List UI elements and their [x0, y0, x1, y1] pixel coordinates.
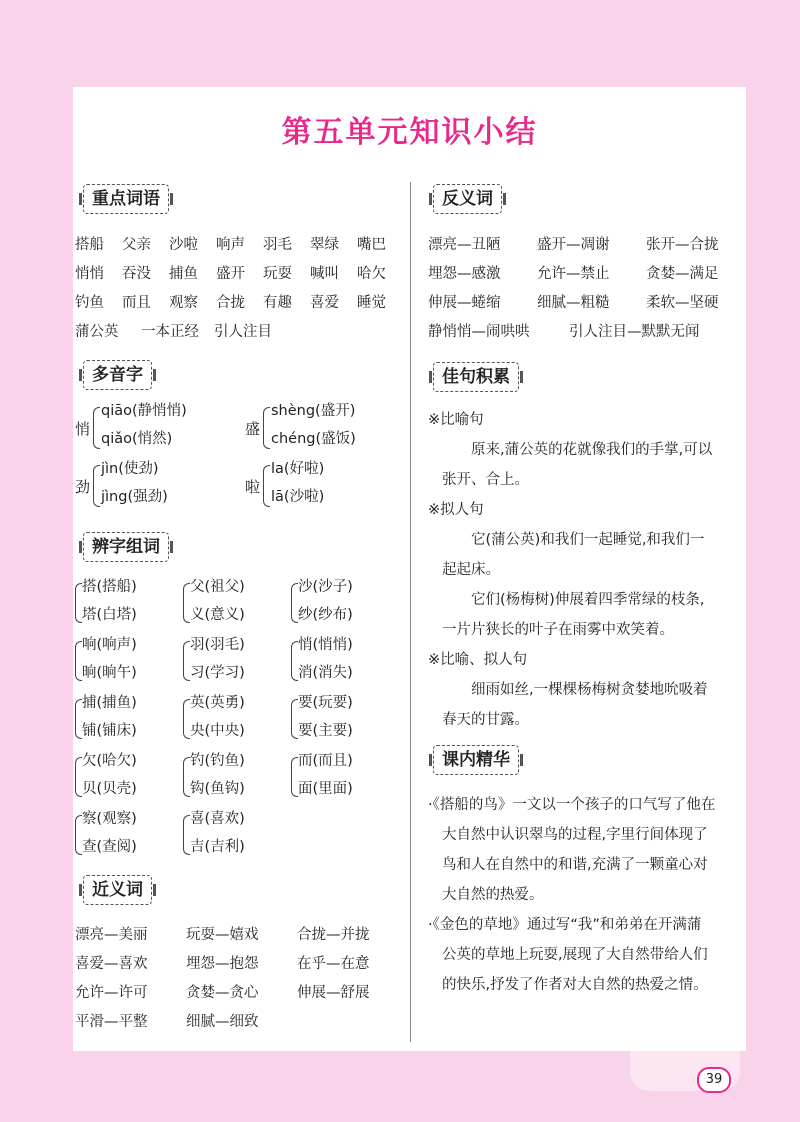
key-word: 有趣 — [263, 295, 292, 311]
antonym-pair: 漂亮—丑陋 — [428, 237, 501, 253]
key-word: 搭船 — [75, 237, 104, 253]
sentence-text: 原来,蒲公英的花就像我们的手掌,可以 — [471, 442, 713, 458]
key-word: 嘴巴 — [357, 237, 386, 253]
key-word: 吞没 — [122, 266, 151, 282]
sentence-text: 它们(杨梅树)伸展着四季常绿的枝条, — [471, 592, 705, 608]
section-antonyms: 反义词 — [433, 184, 502, 214]
pinyin-reading: qiǎo(悄然) — [101, 431, 173, 447]
brace — [93, 465, 100, 507]
char-group-item: 钓(钓鱼) — [190, 753, 245, 769]
synonym-pair: 埋怨—抱怨 — [186, 956, 259, 972]
char-group-item: 晌(晌午) — [82, 665, 137, 681]
essence-text: ·《金色的草地》通过写“我”和弟弟在开满蒲 — [428, 917, 702, 933]
key-word: 翠绿 — [310, 237, 339, 253]
char-group-item: 央(中央) — [190, 723, 245, 739]
essence-text: 的快乐,抒发了作者对大自然的热爱之情。 — [442, 977, 708, 993]
synonym-pair: 玩耍—嬉戏 — [186, 927, 259, 943]
essence-text: ·《搭船的鸟》一文以一个孩子的口气写了他在 — [428, 797, 716, 813]
synonym-pair: 漂亮—美丽 — [75, 927, 148, 943]
char-group-item: 沙(沙子) — [298, 579, 353, 595]
key-word: 响声 — [216, 237, 245, 253]
char-group-item: 捕(捕鱼) — [82, 695, 137, 711]
section-key-words: 重点词语 — [83, 184, 169, 214]
pinyin-reading: jìng(强劲) — [101, 489, 168, 505]
synonym-pair: 喜爱—喜欢 — [75, 956, 148, 972]
key-word: 而且 — [122, 295, 151, 311]
key-word: 哈欠 — [357, 266, 386, 282]
pinyin-reading: chéng(盛饭) — [271, 431, 356, 447]
char-group-item: 要(玩要) — [298, 695, 353, 711]
brace — [291, 641, 298, 681]
synonym-pair: 细腻—细致 — [186, 1014, 259, 1030]
synonym-pair: 合拢—并拢 — [297, 927, 370, 943]
section-synonyms: 近义词 — [83, 875, 152, 905]
pinyin-reading: shèng(盛开) — [271, 403, 356, 419]
char-group-item: 贝(贝壳) — [82, 781, 137, 797]
antonym-pair: 贪婪—满足 — [646, 266, 719, 282]
antonym-pair: 埋怨—感激 — [428, 266, 501, 282]
sentence-text: 春天的甘露。 — [442, 712, 529, 728]
antonym-pair: 引人注目—默默无闻 — [569, 324, 700, 340]
char-group-item: 搭(搭船) — [82, 579, 137, 595]
pinyin-reading: la(好啦) — [271, 461, 325, 477]
antonym-pair: 伸展—蜷缩 — [428, 295, 501, 311]
char-group-item: 而(而且) — [298, 753, 353, 769]
sentence-text: 张开、合上。 — [442, 472, 529, 488]
brace — [75, 699, 82, 739]
antonym-pair: 允许—禁止 — [537, 266, 610, 282]
key-word: 合拢 — [216, 295, 245, 311]
brace — [291, 699, 298, 739]
key-word: 观察 — [169, 295, 198, 311]
polyphone-char: 盛 — [245, 420, 261, 438]
antonym-pair: 张开—合拢 — [646, 237, 719, 253]
char-group-item: 纱(纱布) — [298, 607, 353, 623]
brace — [183, 641, 190, 681]
char-group-item: 铺(铺床) — [82, 723, 137, 739]
brace — [263, 465, 270, 507]
char-group-item: 塔(白塔) — [82, 607, 137, 623]
antonym-pair: 柔软—坚硬 — [646, 295, 719, 311]
pinyin-reading: qiāo(静悄悄) — [101, 403, 187, 419]
sentence-heading: ※比喻句 — [428, 412, 484, 428]
page-number: 39 — [697, 1067, 731, 1093]
essence-text: 大自然的热爱。 — [442, 887, 544, 903]
section-essence: 课内精华 — [433, 745, 519, 775]
key-word: 玩耍 — [263, 266, 292, 282]
synonym-pair: 允许—许可 — [75, 985, 148, 1001]
essence-text: 鸟和人在自然中的和谐,充满了一颗童心对 — [442, 857, 708, 873]
key-word: 父亲 — [122, 237, 151, 253]
sentence-text: 起起床。 — [442, 562, 500, 578]
brace — [183, 757, 190, 797]
brace — [263, 407, 270, 449]
char-group-item: 喜(喜欢) — [190, 811, 245, 827]
char-group-item: 父(祖父) — [190, 579, 245, 595]
synonym-pair: 伸展—舒展 — [297, 985, 370, 1001]
polyphone-char: 悄 — [75, 420, 91, 438]
sentence-text: 细雨如丝,一棵棵杨梅树贪婪地吮吸着 — [471, 682, 708, 698]
brace — [291, 757, 298, 797]
char-group-item: 要(主要) — [298, 723, 353, 739]
char-group-item: 悄(悄悄) — [298, 637, 353, 653]
section-polyphones: 多音字 — [83, 360, 152, 390]
synonym-pair: 贪婪—贪心 — [186, 985, 259, 1001]
char-group-item: 欠(哈欠) — [82, 753, 137, 769]
brace — [291, 583, 298, 623]
key-word: 沙啦 — [169, 237, 198, 253]
pinyin-reading: jìn(使劲) — [101, 461, 159, 477]
sentence-text: 一片片狭长的叶子在雨雾中欢笑着。 — [442, 622, 674, 638]
page-title: 第五单元知识小结 — [281, 115, 538, 150]
char-group-item: 英(英勇) — [190, 695, 245, 711]
antonym-pair: 静悄悄—闹哄哄 — [428, 324, 530, 340]
brace — [75, 583, 82, 623]
key-word: 喜爱 — [310, 295, 339, 311]
key-word: 引人注目 — [214, 324, 272, 340]
column-divider — [410, 182, 411, 1042]
polyphone-char: 劲 — [75, 478, 91, 496]
essence-text: 公英的草地上玩耍,展现了大自然带给人们 — [442, 947, 708, 963]
brace — [75, 815, 82, 855]
polyphone-char: 啦 — [245, 478, 261, 496]
char-group-item: 面(里面) — [298, 781, 353, 797]
page-card — [73, 87, 746, 1051]
key-word: 钓鱼 — [75, 295, 104, 311]
pinyin-reading: lā(沙啦) — [271, 489, 325, 505]
key-word: 悄悄 — [75, 266, 104, 282]
brace — [183, 699, 190, 739]
char-group-item: 钩(鱼钩) — [190, 781, 245, 797]
sentence-text: 它(蒲公英)和我们一起睡觉,和我们一 — [471, 532, 705, 548]
char-group-item: 羽(羽毛) — [190, 637, 245, 653]
char-group-item: 查(查阅) — [82, 839, 137, 855]
brace — [75, 757, 82, 797]
key-word: 盛开 — [216, 266, 245, 282]
section-char-groups: 辨字组词 — [83, 532, 169, 562]
brace — [75, 641, 82, 681]
antonym-pair: 细腻—粗糙 — [537, 295, 610, 311]
key-word: 一本正经 — [141, 324, 199, 340]
brace — [183, 583, 190, 623]
key-word: 蒲公英 — [75, 324, 119, 340]
brace — [183, 815, 190, 855]
synonym-pair: 平滑—平整 — [75, 1014, 148, 1030]
key-word: 喊叫 — [310, 266, 339, 282]
antonym-pair: 盛开—凋谢 — [537, 237, 610, 253]
synonym-pair: 在乎—在意 — [297, 956, 370, 972]
key-word: 捕鱼 — [169, 266, 198, 282]
char-group-item: 吉(吉利) — [190, 839, 245, 855]
char-group-item: 消(消失) — [298, 665, 353, 681]
key-word: 羽毛 — [263, 237, 292, 253]
char-group-item: 习(学习) — [190, 665, 245, 681]
essence-text: 大自然中认识翠鸟的过程,字里行间体现了 — [442, 827, 708, 843]
char-group-item: 察(观察) — [82, 811, 137, 827]
sentence-heading: ※比喻、拟人句 — [428, 652, 528, 668]
sentence-heading: ※拟人句 — [428, 502, 484, 518]
char-group-item: 义(意义) — [190, 607, 245, 623]
char-group-item: 响(响声) — [82, 637, 137, 653]
section-sentences: 佳句积累 — [433, 362, 519, 392]
key-word: 睡觉 — [357, 295, 386, 311]
brace — [93, 407, 100, 449]
